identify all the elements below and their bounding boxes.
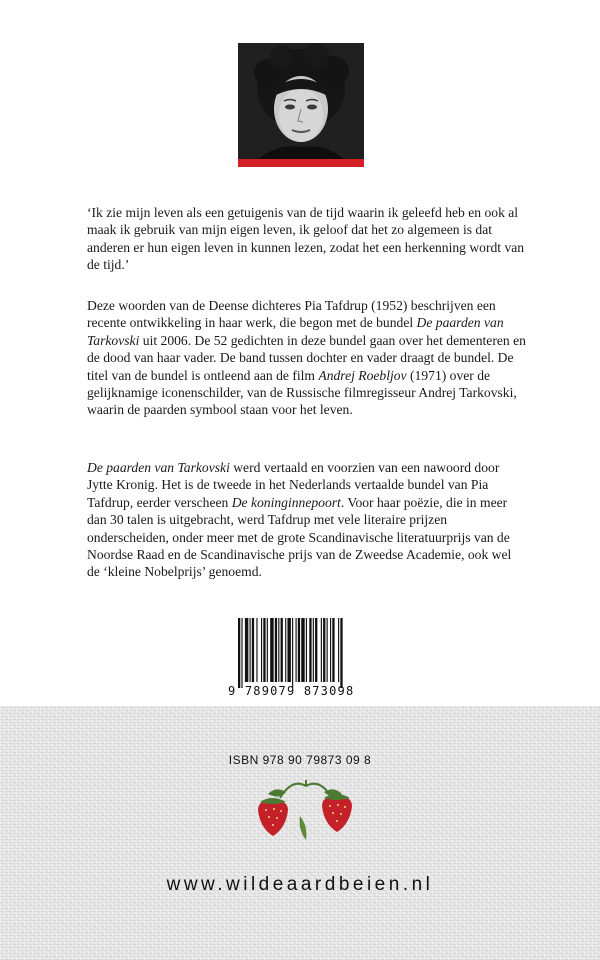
barcode-bar xyxy=(298,618,300,682)
barcode-bar xyxy=(278,618,279,682)
barcode-bar xyxy=(296,618,297,682)
barcode-bar xyxy=(340,618,342,688)
barcode-bar xyxy=(292,618,293,688)
barcode-bar xyxy=(285,618,286,682)
p1-text-3: (1971) over de gelijknamige iconenschilder, van de Russische filmregisseur Andrej Tarkovski, waarin de paarden symbool staan voor het leven. xyxy=(87,367,517,418)
barcode-bar xyxy=(313,618,314,682)
barcode-bar xyxy=(306,618,307,682)
author-portrait xyxy=(238,43,364,159)
barcode-bar xyxy=(281,618,283,682)
barcode-bar xyxy=(267,618,268,682)
p2-text-2: . Voor haar poëzie, die in meer dan 30 talen is uitgebracht, werd Tafdrup met vele literaire prijzen onderscheiden, onder meer met de grote Scandinavische literatuurprijs van de Noordse Raad en de Scandinavische prijs van de Zweedse Academie, ook wel de ‘kleine Nobelprijs’ genoemd. xyxy=(87,494,512,580)
barcode-bar xyxy=(252,618,254,682)
barcode-bar xyxy=(301,618,304,682)
quote-text: ‘Ik zie mijn leven als een getuigenis van de tijd waarin ik geleefd heb en ook al maak ik gebruik van mijn eigen leven, ik geloof dat het zo algemeen is dat anderen er hun eigen leven in kunnen lezen, zodat het een herkenning wordt van de tijd.’ xyxy=(87,205,525,273)
accent-red-bar xyxy=(238,159,364,167)
isbn-number: ISBN 978 90 79873 09 8 xyxy=(228,753,372,767)
barcode-bar xyxy=(315,618,317,682)
barcode-bar xyxy=(332,618,334,682)
barcode-digits: 9 789079 873098 xyxy=(228,684,355,698)
barcode-bar xyxy=(275,618,277,682)
barcode-bar xyxy=(250,618,251,682)
barcode-bar xyxy=(323,618,325,682)
barcode-bar xyxy=(270,618,273,682)
p1-film-title: Andrej Roebljov xyxy=(318,367,407,383)
description-paragraph-2 xyxy=(87,459,527,581)
barcode-bar xyxy=(309,618,311,682)
barcode-bar xyxy=(238,618,240,688)
barcode-bar xyxy=(321,618,322,682)
publisher-website[interactable]: www.wildeaardbeien.nl xyxy=(166,874,434,895)
barcode-bar xyxy=(327,618,328,682)
barcode-bar xyxy=(287,618,290,682)
p2-previous-title: De koninginnepoort xyxy=(231,494,341,510)
barcode-bar xyxy=(263,618,265,682)
description-paragraph-1 xyxy=(87,297,527,419)
barcode-bar xyxy=(338,618,339,682)
p2-book-title: De paarden van Tarkovski xyxy=(87,460,230,475)
p1-text-2: uit 2006. De 52 gedichten in deze bundel gaan over het dementeren en de dood van haar vader. De band tussen dochter en vader draagt de bundel. De titel van de bundel is ontleend aan de film xyxy=(87,332,526,383)
strawberries-icon xyxy=(250,776,360,846)
barcode-bar xyxy=(330,618,331,682)
barcode-bar xyxy=(256,618,257,682)
p1-book-title: De paarden van Tarkovski xyxy=(87,315,504,348)
p2-text-1: werd vertaald en voorzien van een nawoord door Jytte Kronig. Het is de tweede in het Nederlands vertaalde bundel van Pia Tafdrup, eerder verscheen xyxy=(87,460,500,510)
barcode-bar xyxy=(261,618,262,682)
author-quote xyxy=(87,204,527,274)
barcode-bar xyxy=(245,618,248,682)
p1-text-1: Deze woorden van de Deense dichteres Pia Tafdrup (1952) beschrijven een recente ontwikkeling in haar werk, die begon met de bundel xyxy=(87,298,496,331)
barcode-bar xyxy=(241,618,242,688)
